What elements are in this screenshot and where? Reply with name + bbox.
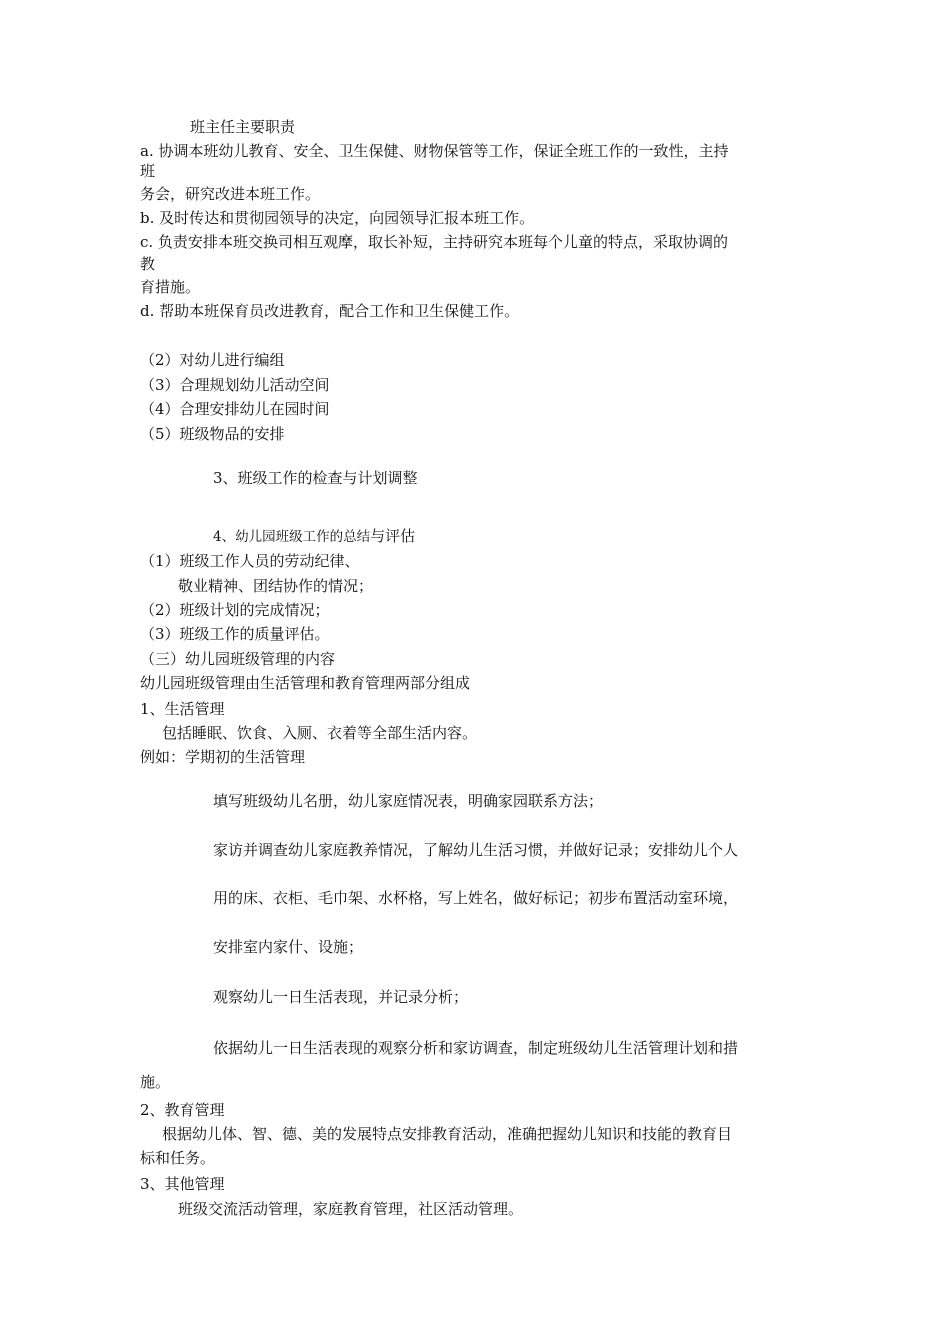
edu-line-2: 标和任务。 bbox=[140, 1149, 216, 1167]
duty-b-line1: b. 及时传达和贯彻园领导的决定，向园领导汇报本班工作。 bbox=[140, 209, 535, 227]
section-3-heading: 3、班级工作的检查与计划调整 bbox=[213, 469, 418, 487]
section-4-heading bbox=[213, 526, 415, 547]
summary-item-3: （3）班级工作的质量评估。 bbox=[140, 625, 330, 643]
organize-item-2: （2）对幼儿进行编组 bbox=[140, 351, 285, 369]
duty-c-line2: 教 bbox=[140, 255, 156, 273]
organize-item-3: （3）合理规划幼儿活动空间 bbox=[140, 376, 330, 394]
summary-item-1-line2: 敬业精神、团结协作的情况； bbox=[178, 577, 374, 595]
duty-d-line1: d. 帮助本班保育员改进教育，配合工作和卫生保健工作。 bbox=[140, 302, 520, 320]
duties-title: 班主任主要职责 bbox=[190, 118, 296, 136]
summary-item-1-line1: （1）班级工作人员的劳动纪律、 bbox=[140, 552, 360, 570]
life-example: 例如：学期初的生活管理 bbox=[140, 748, 306, 766]
other-line-1: 班级交流活动管理，家庭教育管理，社区活动管理。 bbox=[178, 1200, 524, 1218]
duty-c-line1: c. 负责安排本班交换司相互观摩，取长补短，主持研究本班每个儿童的特点，采取协调的 bbox=[140, 233, 728, 251]
content-heading: （三）幼儿园班级管理的内容 bbox=[140, 650, 336, 668]
life-paragraph-4: 安排室内家什、设施； bbox=[213, 938, 364, 956]
section-4-heading-prefix: 4、幼儿园班级工作的总结 bbox=[213, 529, 371, 545]
life-paragraph-3: 用的床、衣柜、毛巾架、水杯格，写上姓名，做好标记；初步布置活动室环境， bbox=[213, 889, 739, 907]
other-heading: 3、其他管理 bbox=[140, 1175, 225, 1193]
organize-item-5: （5）班级物品的安排 bbox=[140, 425, 285, 443]
life-paragraph-1: 填写班级幼儿名册，幼儿家庭情况表，明确家园联系方法； bbox=[213, 792, 604, 810]
duty-a-line3: 务会，研究改进本班工作。 bbox=[140, 185, 321, 203]
life-paragraph-6: 依据幼儿一日生活表现的观察分析和家访调查，制定班级幼儿生活管理计划和措 bbox=[213, 1039, 739, 1057]
organize-item-4: （4）合理安排幼儿在园时间 bbox=[140, 400, 330, 418]
edu-heading: 2、教育管理 bbox=[140, 1101, 225, 1119]
life-paragraph-7: 施。 bbox=[140, 1073, 171, 1091]
section-4-heading-suffix: 与评估 bbox=[370, 527, 416, 545]
duty-a-line2: 班 bbox=[140, 162, 156, 180]
summary-item-2: （2）班级计划的完成情况； bbox=[140, 601, 330, 619]
duty-a-line1: a. 协调本班幼儿教育、安全、卫生保健、财物保管等工作，保证全班工作的一致性，主持 bbox=[140, 142, 729, 160]
life-desc: 包括睡眠、饮食、入厕、衣着等全部生活内容。 bbox=[162, 724, 478, 742]
content-intro: 幼儿园班级管理由生活管理和教育管理两部分组成 bbox=[140, 674, 471, 692]
duty-c-line3: 育措施。 bbox=[140, 278, 201, 296]
life-paragraph-2: 家访并调查幼儿家庭教养情况，了解幼儿生活习惯，并做好记录；安排幼儿个人 bbox=[213, 841, 739, 859]
life-heading: 1、生活管理 bbox=[140, 700, 225, 718]
edu-line-1: 根据幼儿体、智、德、美的发展特点安排教育活动，准确把握幼儿知识和技能的教育目 bbox=[162, 1125, 733, 1143]
life-paragraph-5: 观察幼儿一日生活表现，并记录分析； bbox=[213, 988, 469, 1006]
